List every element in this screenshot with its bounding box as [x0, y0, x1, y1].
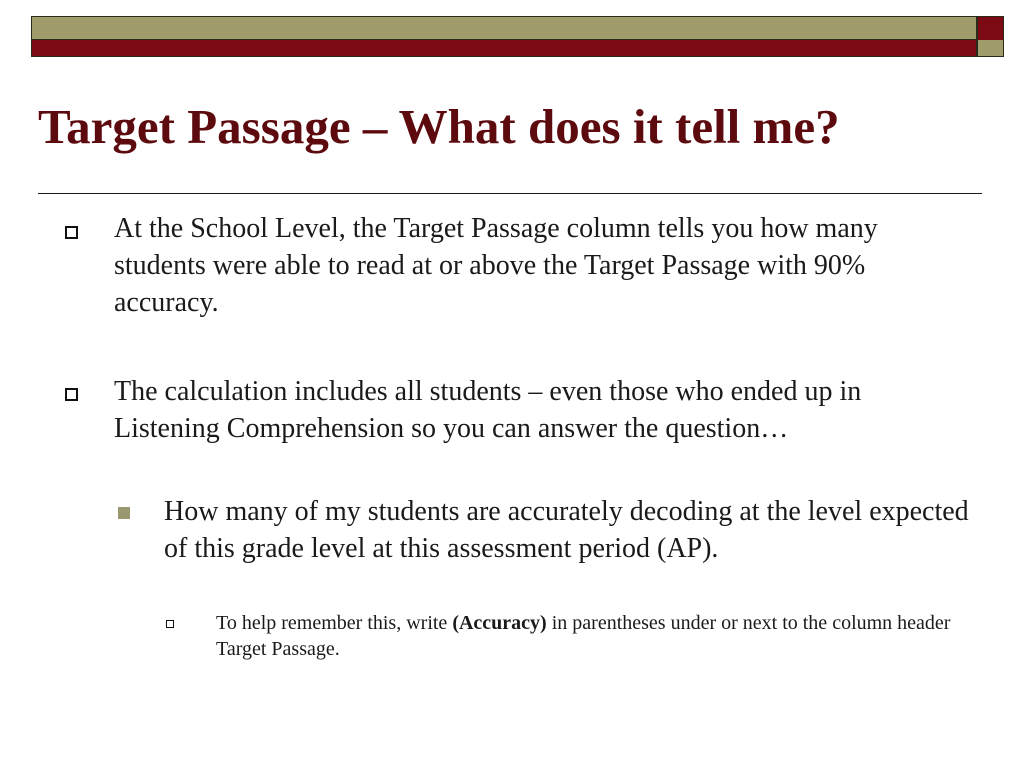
bullet-text-school-level: At the School Level, the Target Passage column tells you how many students were able to read at or above the Target Passage with 90% accuracy. [114, 213, 878, 318]
sub-sub-bullet-text-accuracy [216, 610, 986, 662]
accuracy-note-after: in parentheses under or next to the column header Target Passage. [216, 612, 951, 660]
bullet-text-calculation: The calculation includes all students – even those who ended up in Listening Comprehension so you can answer the question… [114, 376, 862, 444]
hollow-square-bullet-icon [166, 620, 174, 628]
accuracy-note-before: To help remember this, write [216, 612, 453, 634]
filled-square-bullet-icon [118, 507, 130, 519]
header-square-maroon [977, 16, 1004, 41]
hollow-square-bullet-icon [65, 226, 78, 239]
slide-title: Target Passage – What does it tell me? [38, 99, 840, 154]
title-divider [38, 193, 982, 194]
hollow-square-bullet-icon [65, 388, 78, 401]
accuracy-note-bold: (Accuracy) [452, 612, 547, 634]
header-bar-maroon [31, 40, 977, 57]
header-bar-olive [31, 16, 977, 40]
sub-bullet-text-decoding: How many of my students are accurately decoding at the level expected of this grade level at this assessment period (AP). [164, 496, 969, 564]
header-square-olive [977, 40, 1004, 57]
